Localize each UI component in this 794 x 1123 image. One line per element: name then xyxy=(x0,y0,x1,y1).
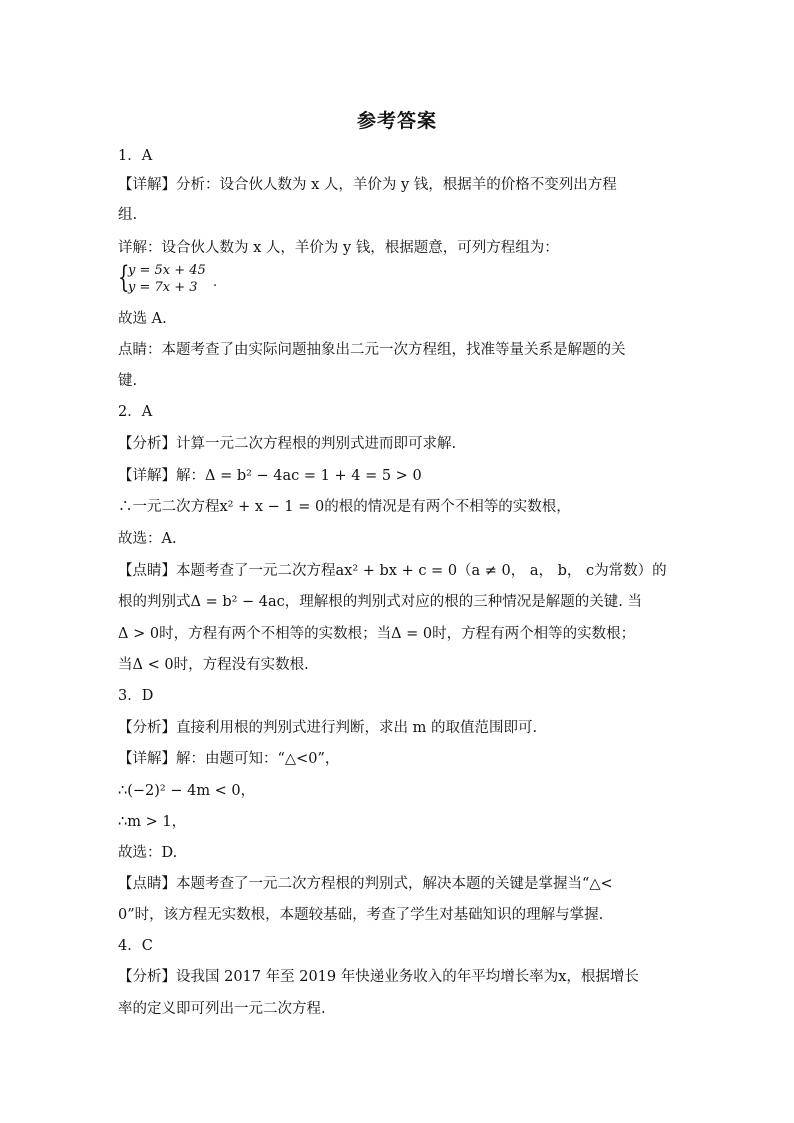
answer-1-choice: 故选 A. xyxy=(118,311,167,327)
answer-1-comment: 点睛：本题考查了由实际问题抽象出二元一次方程组，找准等量关系是解题的关 xyxy=(118,342,626,358)
equation-2: y = 7x + 3 xyxy=(128,280,198,295)
equation-system xyxy=(118,262,318,298)
answer-3-detail-3: ∴m > 1， xyxy=(118,814,187,830)
answer-3-detail-2: ∴(−2)² − 4m < 0， xyxy=(118,783,256,799)
equation-end: . xyxy=(213,275,218,290)
answer-2-detail-2: ∴一元二次方程x² + x − 1 = 0的根的情况是有两个不相等的实数根， xyxy=(118,499,571,515)
answer-3-choice: 故选：D. xyxy=(118,845,178,861)
answer-2-heading: 2．A xyxy=(118,404,153,420)
answer-2-detail: 【详解】解：Δ = b² − 4ac = 1 + 4 = 5 > 0 xyxy=(118,468,422,484)
answer-1-detail-cont: 组. xyxy=(118,207,138,223)
answer-2-comment: 【点睛】本题考查了一元二次方程ax² + bx + c = 0（a ≠ 0， a， b， c为常数）的 xyxy=(118,563,667,579)
answer-3-comment-2: 0”时，该方程无实数根，本题较基础，考查了学生对基础知识的理解与掌握. xyxy=(118,907,604,923)
answer-4-analysis: 【分析】设我国 2017 年至 2019 年快递业务收入的年平均增长率为x，根据增长 xyxy=(118,969,639,985)
brace-symbol: { xyxy=(118,260,130,295)
answer-2-comment-3: Δ > 0时，方程有两个不相等的实数根；当Δ = 0时，方程有两个相等的实数根； xyxy=(118,626,636,642)
answer-2-analysis: 【分析】计算一元二次方程根的判别式进而即可求解. xyxy=(118,436,457,452)
answer-3-heading: 3．D xyxy=(118,688,154,704)
answer-4-heading: 4．C xyxy=(118,938,153,954)
answer-1-heading: 1．A xyxy=(118,148,153,164)
answer-1-detail: 【详解】分析：设合伙人数为 x 人，羊价为 y 钱，根据羊的价格不变列出方程 xyxy=(118,177,617,193)
equation-1: y = 5x + 45 xyxy=(128,263,206,278)
answer-2-choice: 故选：A. xyxy=(118,531,177,547)
answer-1-comment-cont: 键. xyxy=(118,373,138,389)
answer-4-analysis-2: 率的定义即可列出一元二次方程. xyxy=(118,1001,326,1017)
page-title: 参考答案 xyxy=(356,110,437,132)
answer-3-detail: 【详解】解：由题可知：“△<0”， xyxy=(118,751,340,767)
answer-3-analysis: 【分析】直接利用根的判别式进行判断，求出 m 的取值范围即可. xyxy=(118,720,538,736)
answer-1-detail-2: 详解：设合伙人数为 x 人，羊价为 y 钱，根据题意，可列方程组为： xyxy=(118,240,559,256)
answer-2-comment-4: 当Δ < 0时，方程没有实数根. xyxy=(118,657,309,673)
answer-2-comment-2: 根的判别式Δ = b² − 4ac，理解根的判别式对应的根的三种情况是解题的关键. 当 xyxy=(118,594,643,610)
answer-3-comment: 【点睛】本题考查了一元二次方程根的判别式，解决本题的关键是掌握当“△< xyxy=(118,876,613,892)
